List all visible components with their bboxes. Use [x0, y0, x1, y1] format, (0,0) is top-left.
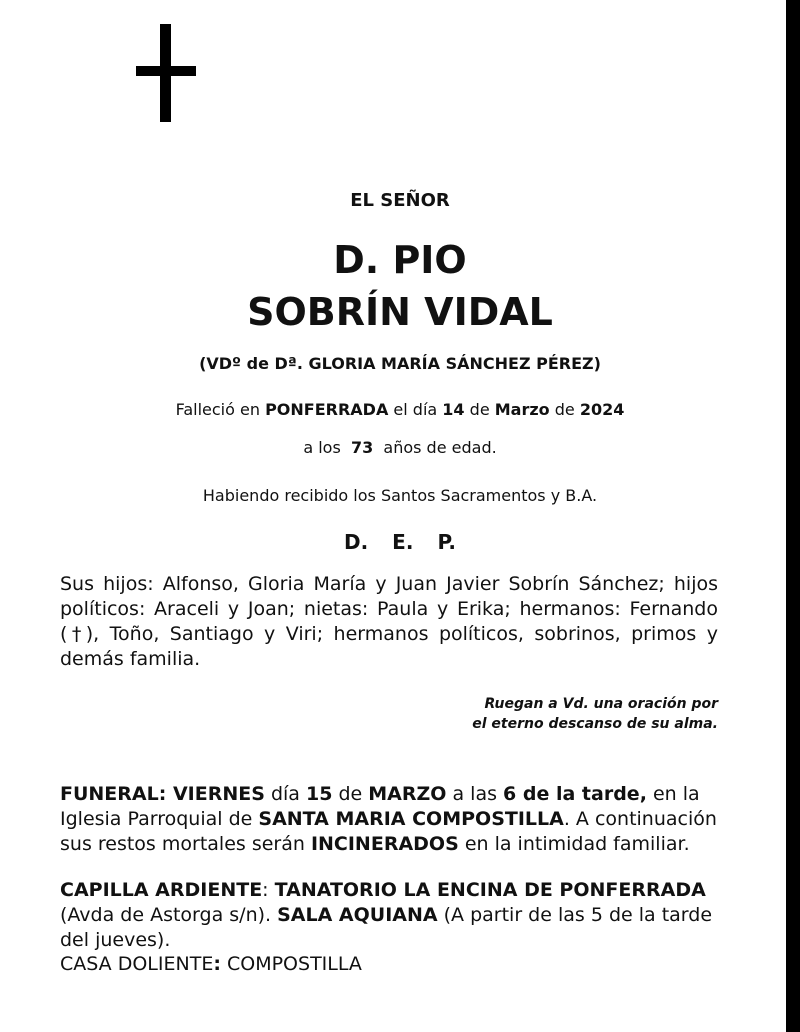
dep-line: D. E. P. — [343, 530, 457, 554]
name-line-1: D. PIO — [333, 238, 467, 282]
age-line: a los 73 años de edad. — [303, 438, 497, 457]
prayer-request: Ruegan a Vd. una oración por el eterno descanso de su alma. — [472, 696, 718, 732]
name-line-2: SOBRÍN VIDAL — [247, 290, 553, 334]
intro-title: EL SEÑOR — [350, 190, 450, 211]
right-border — [786, 0, 800, 1032]
funeral-paragraph: FUNERAL: VIERNES día 15 de MARZO a las 6 de la tarde, en la Iglesia Parroquial de SANTA MARIA COMPOSTILLA. A continuación sus restos mortales serán INCINERADOS en la intimidad familiar. — [60, 783, 717, 855]
latin-cross-icon — [136, 24, 196, 124]
death-line: Falleció en PONFERRADA el día 14 de Marzo de 2024 — [175, 400, 625, 419]
sacraments-line: Habiendo recibido los Santos Sacramentos y B.A. — [202, 486, 598, 505]
chapel-paragraph: CAPILLA ARDIENTE: TANATORIO LA ENCINA DE PONFERRADA (Avda de Astorga s/n). SALA AQUIANA (A partir de las 5 de la tarde del jueves). — [60, 879, 713, 951]
deceased-name — [0, 234, 800, 338]
spouse-line: (VDº de Dª. GLORIA MARÍA SÁNCHEZ PÉREZ) — [199, 354, 601, 373]
casa-doliente: CASA DOLIENTE: COMPOSTILLA — [60, 953, 362, 975]
family-paragraph: Sus hijos: Alfonso, Gloria María y Juan Javier Sobrín Sánchez; hijos políticos: Araceli y Joan; nietas: Paula y Erika; hermanos: Fernando (†), Toño, Santiago y Viri; hermanos políticos, sobrinos, primos y demás familia. — [60, 573, 718, 670]
